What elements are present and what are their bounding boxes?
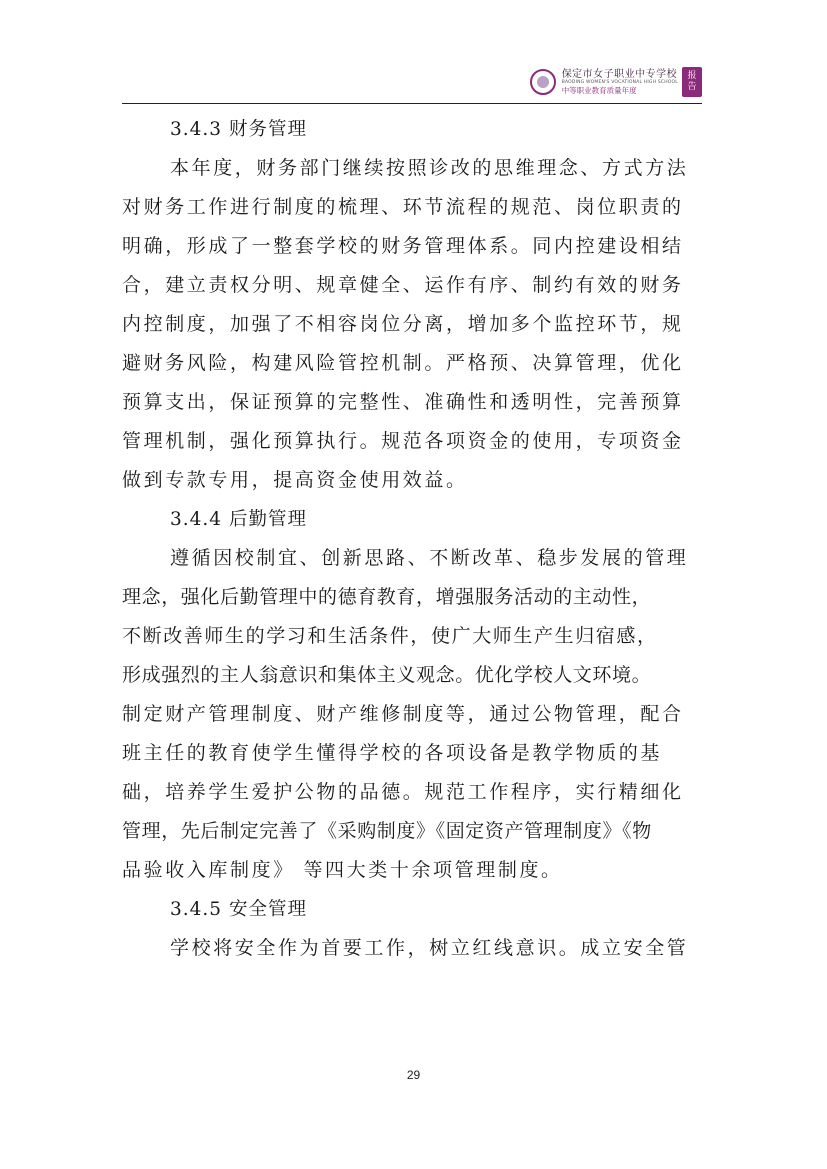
page-header [122,62,702,104]
paragraph-line: 做到专款专用，提高资金使用效益。 [122,469,468,491]
paragraph-line: 避财务风险，构建风险管控机制。严格预、决算管理，优化 [122,352,684,374]
paragraph-line: 班主任的教育使学生懂得学校的各项设备是教学物质的基 [122,742,663,764]
paragraph-line: 理念，强化后勤管理中的德育教育，增强服务活动的主动性， [122,586,652,608]
paragraph-line: 学校将安全作为首要工作，树立红线意识。成立安全管 [170,937,689,959]
logo-school-name: 保定市女子职业中专学校 [561,69,678,80]
paragraph-line: 合，建立责权分明、规章健全、运作有序、制约有效的财务 [122,274,684,296]
report-badge-char-2: 告 [687,82,697,92]
paragraph-line: 管理机制，强化预算执行。规范各项资金的使用，专项资金 [122,430,684,452]
logo-school-name-en: BAODING WOMEN'S VOCATIONAL HIGH SCHOOL [561,80,678,85]
paragraph-line: 不断改善师生的学习和生活条件，使广大师生产生归宿感， [122,625,658,647]
report-badge-char-1: 报 [687,71,697,81]
paragraph-line: 管理，先后制定完善了《采购制度》《固定资产管理制度》《物 [122,820,652,842]
paragraph-line: 品验收入库制度》 等四大类十余项管理制度。 [122,859,563,881]
school-emblem-icon [530,69,556,95]
section-heading-logistics: 3.4.4 后勤管理 [170,509,307,530]
paragraph-line: 对财务工作进行制度的梳理、环节流程的规范、岗位职责的 [122,196,684,218]
section-heading-safety: 3.4.5 安全管理 [170,899,307,920]
paragraph-line: 制定财产管理制度、财产维修制度等，通过公物管理，配合 [122,703,684,725]
paragraph-line: 形成强烈的主人翁意识和集体主义观念。优化学校人文环境。 [122,664,652,686]
paragraph-line: 预算支出，保证预算的完整性、准确性和透明性，完善预算 [122,391,684,413]
document-body [122,110,702,968]
logo-text-block [562,69,678,95]
section-heading-finance: 3.4.3 财务管理 [170,119,307,140]
paragraph-line: 明确，形成了一整套学校的财务管理体系。同内控建设相结 [122,235,684,257]
school-logo [530,62,702,102]
paragraph-line: 遵循因校制宜、创新思路、不断改革、稳步发展的管理 [170,547,689,569]
logo-report-subtitle: 中等职业教育质量年度 [561,86,637,95]
header-divider [122,103,702,104]
paragraph-line: 本年度，财务部门继续按照诊改的思维理念、方式方法 [170,157,689,179]
paragraph-line: 础，培养学生爱护公物的品德。规范工作程序，实行精细化 [122,781,684,803]
report-badge [682,67,702,97]
page-number: 29 [406,1068,421,1082]
paragraph-line: 内控制度，加强了不相容岗位分离，增加多个监控环节，规 [122,313,684,335]
